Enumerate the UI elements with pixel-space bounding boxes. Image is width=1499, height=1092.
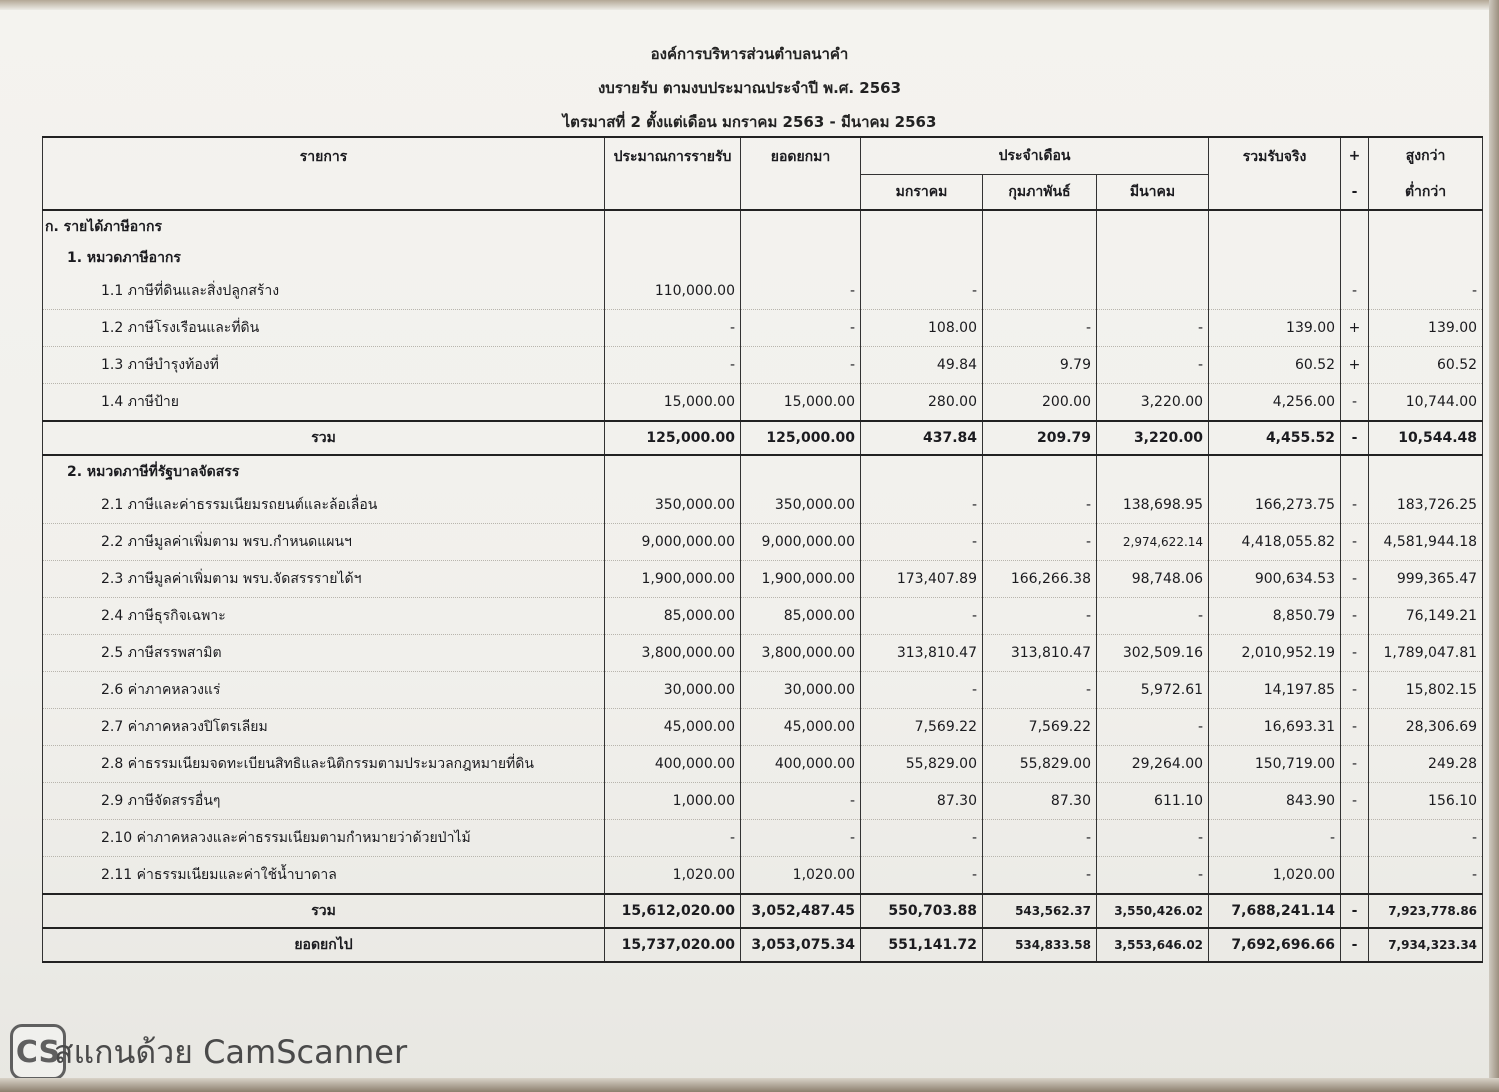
group1-body [43,273,1483,421]
cell-actual: 139.00 [1209,310,1341,347]
cell-feb: 166,266.38 [983,561,1097,598]
cell-feb: - [983,598,1097,635]
cell-item: 2.2 ภาษีมูลค่าเพิ่มตาม พรบ.กำหนดแผนฯ [43,524,605,561]
total-mar: 3,550,426.02 [1097,894,1209,928]
table-row [43,672,1483,709]
total-carry: 125,000.00 [741,421,861,455]
carry-forward-estimate: 15,737,020.00 [605,928,741,962]
report-title: งบรายรับ ตามงบประมาณประจำปี พ.ศ. 2563 [597,79,902,97]
carry-forward-mar: 3,553,646.02 [1097,928,1209,962]
cell-sign: + [1341,310,1369,347]
table-row [43,273,1483,310]
total-diff: 10,544.48 [1369,421,1483,455]
cell-diff: 156.10 [1369,783,1483,820]
cell-mar: 302,509.16 [1097,635,1209,672]
cell-jan: 49.84 [861,347,983,384]
cell-carry: 3,800,000.00 [741,635,861,672]
cell-mar: 98,748.06 [1097,561,1209,598]
cell-actual: 2,010,952.19 [1209,635,1341,672]
carry-forward-row [43,928,1483,962]
group1-label: 1. หมวดภาษีอากร [43,242,605,273]
cell-sign: - [1341,672,1369,709]
cell-diff: 4,581,944.18 [1369,524,1483,561]
cell-mar: - [1097,709,1209,746]
cell-actual: 60.52 [1209,347,1341,384]
cell-diff: - [1369,820,1483,857]
cell-mar: - [1097,820,1209,857]
total-sign: - [1341,894,1369,928]
cell-carry: 45,000.00 [741,709,861,746]
group-row [43,455,1483,487]
camscanner-watermark [10,1022,407,1082]
cell-sign [1341,857,1369,895]
cell-item: 2.5 ภาษีสรรพสามิต [43,635,605,672]
cell-jan: - [861,524,983,561]
cell-mar: 2,974,622.14 [1097,524,1209,561]
cell-carry: - [741,273,861,310]
cell-item: 1.4 ภาษีป้าย [43,384,605,422]
cell-sign: - [1341,709,1369,746]
total-estimate: 125,000.00 [605,421,741,455]
cell-sign: - [1341,598,1369,635]
col-jan-header: มกราคม [861,175,983,211]
cell-estimate: 85,000.00 [605,598,741,635]
total-carry: 3,052,487.45 [741,894,861,928]
cell-jan: - [861,820,983,857]
cell-carry: - [741,347,861,384]
total-jan: 550,703.88 [861,894,983,928]
cell-jan: - [861,487,983,524]
group2-total-body [43,894,1483,962]
cell-carry: 9,000,000.00 [741,524,861,561]
cell-sign: - [1341,384,1369,422]
table-row [43,820,1483,857]
cell-feb: 9.79 [983,347,1097,384]
col-estimate-header: ประมาณการรายรับ [605,137,741,210]
group2-label: 2. หมวดภาษีที่รัฐบาลจัดสรร [43,455,605,487]
cell-actual: 4,418,055.82 [1209,524,1341,561]
cell-jan: - [861,857,983,895]
cell-estimate: - [605,347,741,384]
col-mar-header: มีนาคม [1097,175,1209,211]
cell-actual: 4,256.00 [1209,384,1341,422]
cell-feb: 200.00 [983,384,1097,422]
group1-total-body [43,421,1483,487]
table-row [43,709,1483,746]
cell-estimate: 45,000.00 [605,709,741,746]
table-body [43,210,1483,273]
cell-item: 2.1 ภาษีและค่าธรรมเนียมรถยนต์และล้อเลื่อน [43,487,605,524]
carry-forward-sign: - [1341,928,1369,962]
group2-total-row [43,894,1483,928]
total-jan: 437.84 [861,421,983,455]
cell-sign: - [1341,746,1369,783]
total-estimate: 15,612,020.00 [605,894,741,928]
cell-mar: 611.10 [1097,783,1209,820]
table-row [43,635,1483,672]
page-top-edge [0,0,1499,10]
cell-sign: - [1341,524,1369,561]
table-row [43,783,1483,820]
cell-feb: 313,810.47 [983,635,1097,672]
cell-jan: 108.00 [861,310,983,347]
cell-jan: - [861,273,983,310]
cell-estimate: 3,800,000.00 [605,635,741,672]
cell-jan: 313,810.47 [861,635,983,672]
cell-sign: - [1341,487,1369,524]
cell-estimate: 1,000.00 [605,783,741,820]
total-feb: 209.79 [983,421,1097,455]
cell-jan: 173,407.89 [861,561,983,598]
total-actual: 7,688,241.14 [1209,894,1341,928]
cell-carry: 1,020.00 [741,857,861,895]
cell-carry: 30,000.00 [741,672,861,709]
col-feb-header: กุมภาพันธ์ [983,175,1097,211]
cell-carry: - [741,820,861,857]
table-row [43,598,1483,635]
carry-forward-diff: 7,934,323.34 [1369,928,1483,962]
cell-feb: - [983,524,1097,561]
budget-table [42,136,1483,963]
total-feb: 543,562.37 [983,894,1097,928]
col-lower-header: ต่ำกว่า [1369,175,1483,211]
cell-item: 1.2 ภาษีโรงเรือนและที่ดิน [43,310,605,347]
table-row [43,857,1483,895]
col-item-header: รายการ [43,137,605,210]
cell-jan: - [861,672,983,709]
cell-diff: 249.28 [1369,746,1483,783]
cell-sign: - [1341,273,1369,310]
cell-item: 2.4 ภาษีธุรกิจเฉพาะ [43,598,605,635]
group1-total-row [43,421,1483,455]
cell-feb: - [983,857,1097,895]
table-row [43,487,1483,524]
cell-mar: - [1097,347,1209,384]
org-title: องค์การบริหารส่วนตำบลนาคำ [650,45,849,63]
col-plus-header: + [1341,137,1369,175]
cell-diff: - [1369,857,1483,895]
total-sign: - [1341,421,1369,455]
cell-sign: - [1341,783,1369,820]
cell-mar: 138,698.95 [1097,487,1209,524]
cell-sign [1341,820,1369,857]
cell-item: 2.6 ค่าภาคหลวงแร่ [43,672,605,709]
cell-mar: - [1097,598,1209,635]
table-row [43,746,1483,783]
total-diff: 7,923,778.86 [1369,894,1483,928]
cell-mar: - [1097,857,1209,895]
col-higher-header: สูงกว่า [1369,137,1483,175]
cell-item: 1.1 ภาษีที่ดินและสิ่งปลูกสร้าง [43,273,605,310]
camscanner-logo: CS [10,1024,66,1080]
cell-estimate: 400,000.00 [605,746,741,783]
cell-jan: 280.00 [861,384,983,422]
cell-carry: 15,000.00 [741,384,861,422]
total-actual: 4,455.52 [1209,421,1341,455]
cell-mar [1097,273,1209,310]
cell-actual: 150,719.00 [1209,746,1341,783]
total-label: รวม [43,894,605,928]
table-row [43,384,1483,422]
cell-sign: - [1341,635,1369,672]
cell-feb: - [983,310,1097,347]
cell-actual [1209,273,1341,310]
section-row [43,210,1483,242]
cell-actual: - [1209,820,1341,857]
cell-feb: - [983,672,1097,709]
cell-estimate: 110,000.00 [605,273,741,310]
cell-carry: - [741,310,861,347]
camscanner-text: สแกนด้วย CamScanner [54,1032,408,1071]
cell-item: 2.3 ภาษีมูลค่าเพิ่มตาม พรบ.จัดสรรรายได้ฯ [43,561,605,598]
cell-estimate: - [605,310,741,347]
cell-sign: - [1341,561,1369,598]
cell-feb: 7,569.22 [983,709,1097,746]
col-actual-header: รวมรับจริง [1209,137,1341,210]
cell-estimate: 9,000,000.00 [605,524,741,561]
cell-mar: - [1097,310,1209,347]
cell-diff: 10,744.00 [1369,384,1483,422]
cell-actual: 14,197.85 [1209,672,1341,709]
total-label: รวม [43,421,605,455]
cell-feb [983,273,1097,310]
cell-diff: 60.52 [1369,347,1483,384]
cell-item: 1.3 ภาษีบำรุงท้องที่ [43,347,605,384]
cell-jan: 87.30 [861,783,983,820]
cell-item: 2.9 ภาษีจัดสรรอื่นๆ [43,783,605,820]
cell-carry: 1,900,000.00 [741,561,861,598]
cell-feb: 55,829.00 [983,746,1097,783]
table-header [43,137,1483,210]
cell-actual: 16,693.31 [1209,709,1341,746]
col-carry-header: ยอดยกมา [741,137,861,210]
cell-diff: - [1369,273,1483,310]
cell-sign: + [1341,347,1369,384]
carry-forward-jan: 551,141.72 [861,928,983,962]
cell-diff: 1,789,047.81 [1369,635,1483,672]
carry-forward-label: ยอดยกไป [43,928,605,962]
cell-diff: 15,802.15 [1369,672,1483,709]
cell-jan: 55,829.00 [861,746,983,783]
group-row [43,242,1483,273]
cell-estimate: 30,000.00 [605,672,741,709]
cell-jan: 7,569.22 [861,709,983,746]
table-row [43,347,1483,384]
cell-estimate: 350,000.00 [605,487,741,524]
page-right-edge [1489,0,1499,1092]
cell-mar: 29,264.00 [1097,746,1209,783]
cell-item: 2.10 ค่าภาคหลวงและค่าธรรมเนียมตามกำหมายว่าด้วยป่าไม้ [43,820,605,857]
cell-estimate: 1,900,000.00 [605,561,741,598]
cell-actual: 900,634.53 [1209,561,1341,598]
cell-carry: - [741,783,861,820]
carry-forward-actual: 7,692,696.66 [1209,928,1341,962]
cell-carry: 85,000.00 [741,598,861,635]
carry-forward-feb: 534,833.58 [983,928,1097,962]
cell-carry: 350,000.00 [741,487,861,524]
cell-item: 2.11 ค่าธรรมเนียมและค่าใช้น้ำบาดาล [43,857,605,895]
table-row [43,310,1483,347]
table-row [43,524,1483,561]
group2-body [43,487,1483,894]
cell-actual: 1,020.00 [1209,857,1341,895]
cell-item: 2.7 ค่าภาคหลวงปิโตรเลียม [43,709,605,746]
cell-actual: 166,273.75 [1209,487,1341,524]
cell-actual: 843.90 [1209,783,1341,820]
col-minus-header: - [1341,175,1369,211]
cell-diff: 999,365.47 [1369,561,1483,598]
page-bottom-edge [0,1078,1499,1092]
cell-carry: 400,000.00 [741,746,861,783]
cell-actual: 8,850.79 [1209,598,1341,635]
col-monthly-header: ประจำเดือน [861,137,1209,175]
cell-estimate: 1,020.00 [605,857,741,895]
table-row [43,561,1483,598]
cell-diff: 183,726.25 [1369,487,1483,524]
cell-item: 2.8 ค่าธรรมเนียมจดทะเบียนสิทธิและนิติกรรมตามประมวลกฎหมายที่ดิน [43,746,605,783]
cell-estimate: 15,000.00 [605,384,741,422]
cell-feb: - [983,820,1097,857]
section-a-label: ก. รายได้ภาษีอากร [43,210,605,242]
cell-diff: 28,306.69 [1369,709,1483,746]
cell-jan: - [861,598,983,635]
cell-feb: 87.30 [983,783,1097,820]
cell-mar: 5,972.61 [1097,672,1209,709]
cell-mar: 3,220.00 [1097,384,1209,422]
quarter-title: ไตรมาสที่ 2 ตั้งแต่เดือน มกราคม 2563 - มีนาคม 2563 [562,113,937,131]
cell-diff: 139.00 [1369,310,1483,347]
cell-diff: 76,149.21 [1369,598,1483,635]
cell-feb: - [983,487,1097,524]
cell-estimate: - [605,820,741,857]
carry-forward-carry: 3,053,075.34 [741,928,861,962]
total-mar: 3,220.00 [1097,421,1209,455]
